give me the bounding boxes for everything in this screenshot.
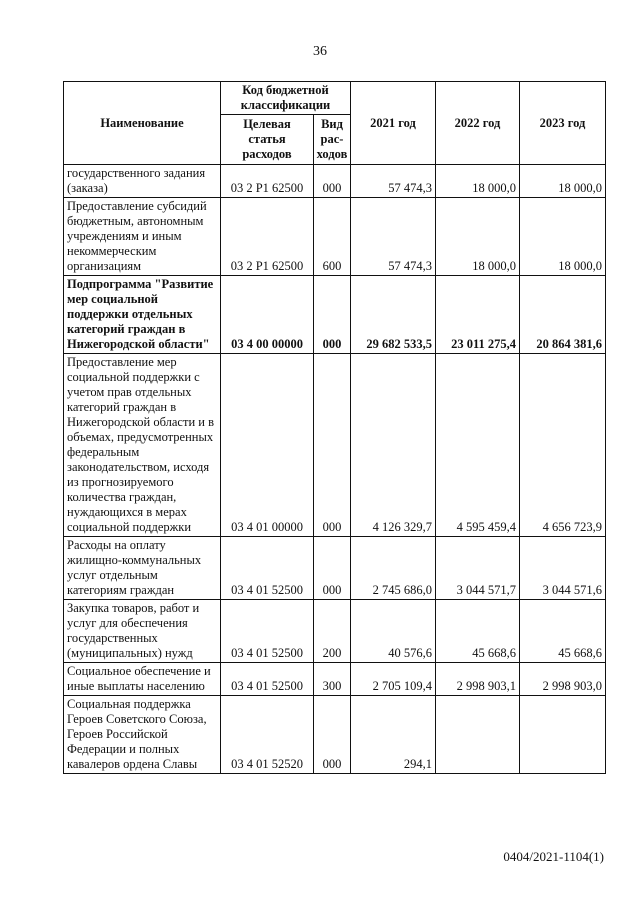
row-target-article: 03 4 01 52500 <box>221 600 314 663</box>
row-value-2022 <box>436 696 520 774</box>
header-name: Наименование <box>64 82 221 165</box>
row-value-2021: 57 474,3 <box>351 198 436 276</box>
row-name: государственного задания (заказа) <box>64 165 221 198</box>
row-expense-type: 300 <box>314 663 351 696</box>
document-code: 0404/2021-1104(1) <box>503 849 604 864</box>
row-expense-type: 000 <box>314 354 351 537</box>
row-value-2023: 18 000,0 <box>520 165 606 198</box>
row-value-2023 <box>520 696 606 774</box>
row-target-article: 03 4 00 00000 <box>221 276 314 354</box>
table-row <box>64 696 606 774</box>
row-value-2021: 2 745 686,0 <box>351 537 436 600</box>
row-value-2023: 3 044 571,6 <box>520 537 606 600</box>
table-header <box>64 82 606 165</box>
row-value-2021: 40 576,6 <box>351 600 436 663</box>
row-expense-type: 600 <box>314 198 351 276</box>
row-target-article: 03 4 01 52520 <box>221 696 314 774</box>
row-name: Социальная поддержка Героев Советского Союза, Героев Российской Федерации и полных кавалеров ордена Славы <box>64 696 221 774</box>
header-2022: 2022 год <box>436 82 520 165</box>
row-target-article: 03 2 P1 62500 <box>221 198 314 276</box>
header-2021: 2021 год <box>351 82 436 165</box>
row-value-2021: 294,1 <box>351 696 436 774</box>
row-value-2022: 2 998 903,1 <box>436 663 520 696</box>
row-target-article: 03 4 01 52500 <box>221 537 314 600</box>
header-2023: 2023 год <box>520 82 606 165</box>
row-value-2021: 2 705 109,4 <box>351 663 436 696</box>
row-target-article: 03 2 P1 62500 <box>221 165 314 198</box>
row-value-2023: 4 656 723,9 <box>520 354 606 537</box>
row-value-2023: 20 864 381,6 <box>520 276 606 354</box>
row-name: Социальное обеспечение и иные выплаты населению <box>64 663 221 696</box>
table-row <box>64 600 606 663</box>
row-expense-type: 000 <box>314 165 351 198</box>
row-expense-type: 200 <box>314 600 351 663</box>
row-target-article: 03 4 01 00000 <box>221 354 314 537</box>
budget-table <box>63 81 606 774</box>
row-value-2021: 57 474,3 <box>351 165 436 198</box>
row-expense-type: 000 <box>314 276 351 354</box>
row-value-2022: 18 000,0 <box>436 198 520 276</box>
row-expense-type: 000 <box>314 537 351 600</box>
row-value-2023: 18 000,0 <box>520 198 606 276</box>
table-row <box>64 198 606 276</box>
table-row <box>64 354 606 537</box>
row-value-2022: 23 011 275,4 <box>436 276 520 354</box>
table-row <box>64 663 606 696</box>
table-row <box>64 165 606 198</box>
page-number: 36 <box>313 44 327 59</box>
row-value-2021: 4 126 329,7 <box>351 354 436 537</box>
row-target-article: 03 4 01 52500 <box>221 663 314 696</box>
row-name: Предоставление субсидий бюджетным, автономным учреждениям и иным некоммерческим организациям <box>64 198 221 276</box>
row-value-2021: 29 682 533,5 <box>351 276 436 354</box>
row-value-2023: 45 668,6 <box>520 600 606 663</box>
row-name: Закупка товаров, работ и услуг для обеспечения государственных (муниципальных) нужд <box>64 600 221 663</box>
row-value-2022: 45 668,6 <box>436 600 520 663</box>
row-value-2023: 2 998 903,0 <box>520 663 606 696</box>
table-body <box>64 165 606 774</box>
header-code-group: Код бюджетной классификации <box>221 82 351 115</box>
row-expense-type: 000 <box>314 696 351 774</box>
header-expense-type: Вид рас-ходов <box>314 115 351 165</box>
header-target-article: Целевая статья расходов <box>221 115 314 165</box>
table-row <box>64 276 606 354</box>
row-value-2022: 18 000,0 <box>436 165 520 198</box>
table-row <box>64 537 606 600</box>
row-name: Расходы на оплату жилищно-коммунальных услуг отдельным категориям граждан <box>64 537 221 600</box>
row-value-2022: 3 044 571,7 <box>436 537 520 600</box>
row-name: Предоставление мер социальной поддержки с учетом прав отдельных категорий граждан в Нижегородской области и в объемах, предусмотренных федеральным законодательством, исходя из прогнозируемого количества граждан, нуждающихся в мерах социальной поддержки <box>64 354 221 537</box>
row-name: Подпрограмма "Развитие мер социальной поддержки отдельных категорий граждан в Нижегородской области" <box>64 276 221 354</box>
row-value-2022: 4 595 459,4 <box>436 354 520 537</box>
